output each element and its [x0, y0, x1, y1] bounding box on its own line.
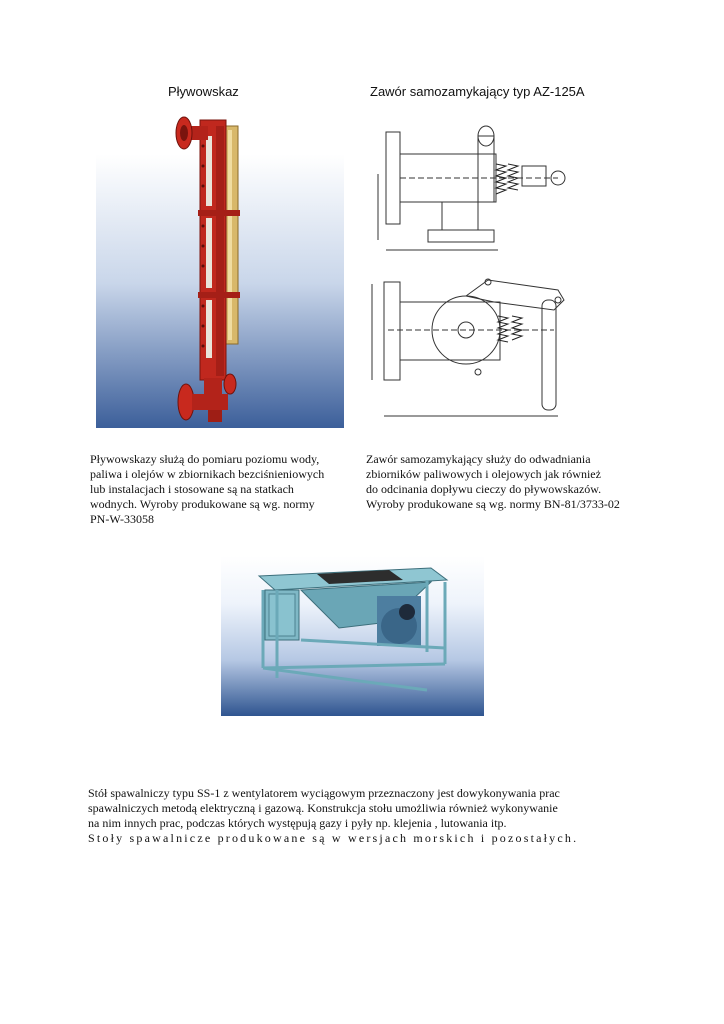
valve-description-line: Wyroby produkowane są wg. normy BN-81/3733-02	[366, 497, 620, 511]
valve-description	[366, 452, 634, 512]
valve-description-line: zbiorników paliwowych i olejowych jak również	[366, 467, 601, 481]
welding-table-description-line: Stoły spawalnicze produkowane są w wersjach morskich i pozostałych.	[88, 831, 579, 845]
gauge-description-line: Pływowskazy służą do pomiaru poziomu wody,	[90, 452, 320, 466]
gauge-description-line: lub instalacjach i stosowane są na statkach	[90, 482, 294, 496]
welding-table-photo	[221, 556, 484, 716]
gauge-description	[90, 452, 338, 527]
welding-table-description	[88, 786, 598, 846]
valve-description-line: do odcinania dopływu cieczy do pływowskazów.	[366, 482, 602, 496]
gauge-description-line: PN-W-33058	[90, 512, 154, 526]
welding-table-description-line: spawalniczych metodą elektryczną i gazową. Konstrukcja stołu umożliwia również wykonywanie	[88, 801, 558, 815]
valve-heading: Zawór samozamykający typ AZ-125A	[370, 84, 585, 99]
welding-table-description-line: Stół spawalniczy typu SS-1 z wentylatorem wyciągowym przeznaczony jest dowykonywania prac	[88, 786, 560, 800]
level-gauge-photo	[96, 106, 344, 428]
gauge-heading: Pływowskaz	[168, 84, 239, 99]
welding-table-description-line: na nim innych prac, podczas których występują gazy i pyły np. klejenia , lutowania itp.	[88, 816, 507, 830]
valve-technical-drawing	[358, 104, 628, 434]
gauge-description-line: paliwa i olejów w zbiornikach bezciśnieniowych	[90, 467, 325, 481]
gauge-description-line: wodnych. Wyroby produkowane są wg. normy	[90, 497, 315, 511]
valve-description-line: Zawór samozamykający służy do odwadniania	[366, 452, 591, 466]
